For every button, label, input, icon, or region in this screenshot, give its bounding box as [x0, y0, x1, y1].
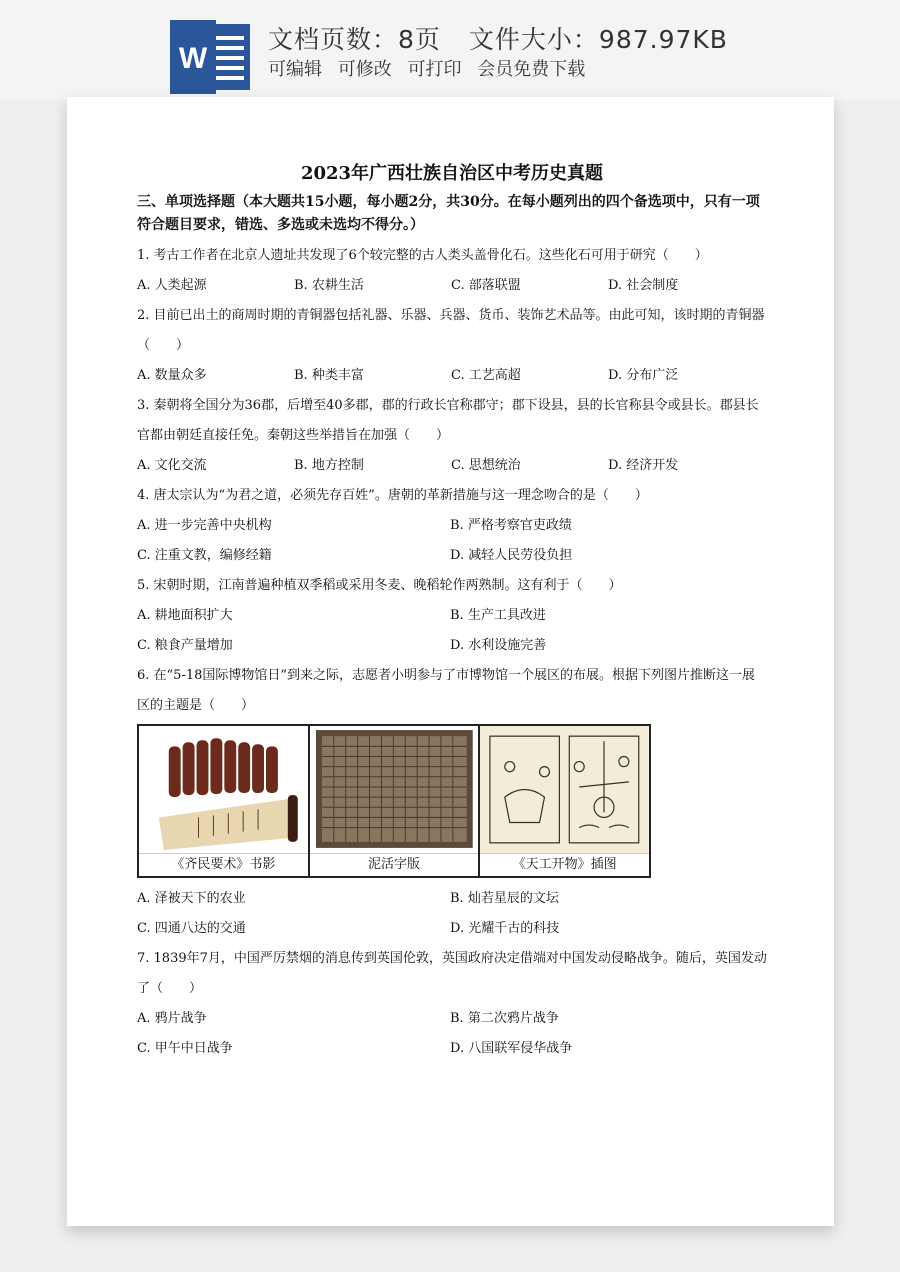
- option: B. 种类丰富: [294, 368, 364, 383]
- image-clay-type: [310, 726, 481, 876]
- question-1-options: [137, 271, 767, 301]
- option: B. 灿若星辰的文坛: [450, 891, 559, 906]
- image-tiangong-kaiwu: [480, 726, 649, 876]
- question-5: 5. 宋朝时期，江南普遍种植双季稻或采用冬麦、晚稻轮作两熟制。这有利于（ ）: [137, 578, 622, 593]
- option: A. 耕地面积扩大: [137, 608, 233, 623]
- option: D. 分布广泛: [608, 368, 679, 383]
- page-count: 文档页数：8页: [268, 25, 441, 54]
- tiangong-illustration-image: [480, 726, 649, 853]
- option: A. 文化交流: [137, 458, 207, 473]
- option: B. 生产工具改进: [450, 608, 546, 623]
- question-3-options: [137, 451, 767, 481]
- feature-item: 可编辑: [268, 59, 322, 80]
- option: B. 农耕生活: [294, 278, 364, 293]
- option: B. 第二次鸦片战争: [450, 1011, 559, 1026]
- option: C. 注重文教，编修经籍: [137, 548, 272, 563]
- section-heading: 三、单项选择题（本大题共15小题，每小题2分，共30分。在每小题列出的四个备选项中，只有一项符合题目要求，错选、多选或未选均不得分。）: [137, 194, 760, 233]
- document-body: [137, 159, 767, 1064]
- question-6-images: [137, 724, 651, 878]
- feature-item: 会员免费下载: [477, 59, 586, 80]
- option: D. 水利设施完善: [450, 638, 547, 653]
- bamboo-scroll-image: [139, 726, 308, 853]
- question-4: 4. 唐太宗认为“为君之道，必须先存百姓”。唐朝的革新措施与这一理念吻合的是（ ）: [137, 488, 648, 503]
- image-caption: 《齐民要术》书影: [139, 853, 308, 876]
- image-caption: 《天工开物》插图: [480, 853, 649, 876]
- option: C. 工艺高超: [451, 368, 521, 383]
- header-bar: [0, 0, 900, 100]
- question-5-options: [137, 601, 767, 661]
- option: C. 粮食产量增加: [137, 638, 233, 653]
- option: A. 进一步完善中央机构: [137, 518, 272, 533]
- option: C. 部落联盟: [451, 278, 521, 293]
- question-7-options: [137, 1004, 767, 1064]
- word-icon-letter: W: [178, 42, 208, 75]
- file-info: [268, 20, 756, 56]
- question-2: 2. 目前已出土的商周时期的青铜器包括礼器、乐器、兵器、货币、装饰艺术品等。由此可知，该时期的青铜器（ ）: [137, 308, 765, 353]
- feature-item: 可打印: [407, 59, 462, 80]
- question-2-options: [137, 361, 767, 391]
- question-7: 7. 1839年7月，中国严厉禁烟的消息传到英国伦敦，英国政府决定借端对中国发动侵略战争。随后，英国发动了（ ）: [137, 951, 767, 996]
- option: A. 鸦片战争: [137, 1011, 207, 1026]
- question-1: 1. 考古工作者在北京人遗址共发现了6个较完整的古人类头盖骨化石。这些化石可用于研究（ ）: [137, 248, 708, 263]
- option: D. 社会制度: [608, 278, 679, 293]
- option: D. 光耀千古的科技: [450, 921, 560, 936]
- clay-movable-type-image: [310, 726, 479, 853]
- feature-item: 可修改: [337, 59, 392, 80]
- image-qimin-yaoshu: [139, 726, 310, 876]
- option: D. 减轻人民劳役负担: [450, 548, 573, 563]
- word-document-icon: [170, 20, 252, 94]
- option: D. 八国联军侵华战争: [450, 1041, 573, 1056]
- document-page: [67, 97, 834, 1226]
- option: B. 严格考察官吏政绩: [450, 518, 572, 533]
- option: A. 数量众多: [137, 368, 207, 383]
- question-3: 3. 秦朝将全国分为36郡，后增至40多郡，郡的行政长官称郡守；郡下设县，县的长官称县令或县长。郡县长官都由朝廷直接任免。秦朝这些举措旨在加强（ ）: [137, 398, 759, 443]
- option: B. 地方控制: [294, 458, 364, 473]
- option: A. 泽被天下的农业: [137, 891, 246, 906]
- document-title: 2023年广西壮族自治区中考历史真题: [300, 163, 604, 184]
- image-caption: 泥活字版: [310, 853, 479, 876]
- option: D. 经济开发: [608, 458, 679, 473]
- feature-list: [268, 55, 595, 81]
- option: A. 人类起源: [137, 278, 207, 293]
- option: C. 思想统治: [451, 458, 521, 473]
- option: C. 四通八达的交通: [137, 921, 246, 936]
- option: C. 甲午中日战争: [137, 1041, 233, 1056]
- question-4-options: [137, 511, 767, 571]
- question-6: 6. 在“5-18国际博物馆日”到来之际，志愿者小明参与了市博物馆一个展区的布展。根据下列图片推断这一展区的主题是（ ）: [137, 668, 756, 713]
- file-size: 文件大小：987.97KB: [468, 25, 728, 54]
- question-6-options: [137, 884, 767, 944]
